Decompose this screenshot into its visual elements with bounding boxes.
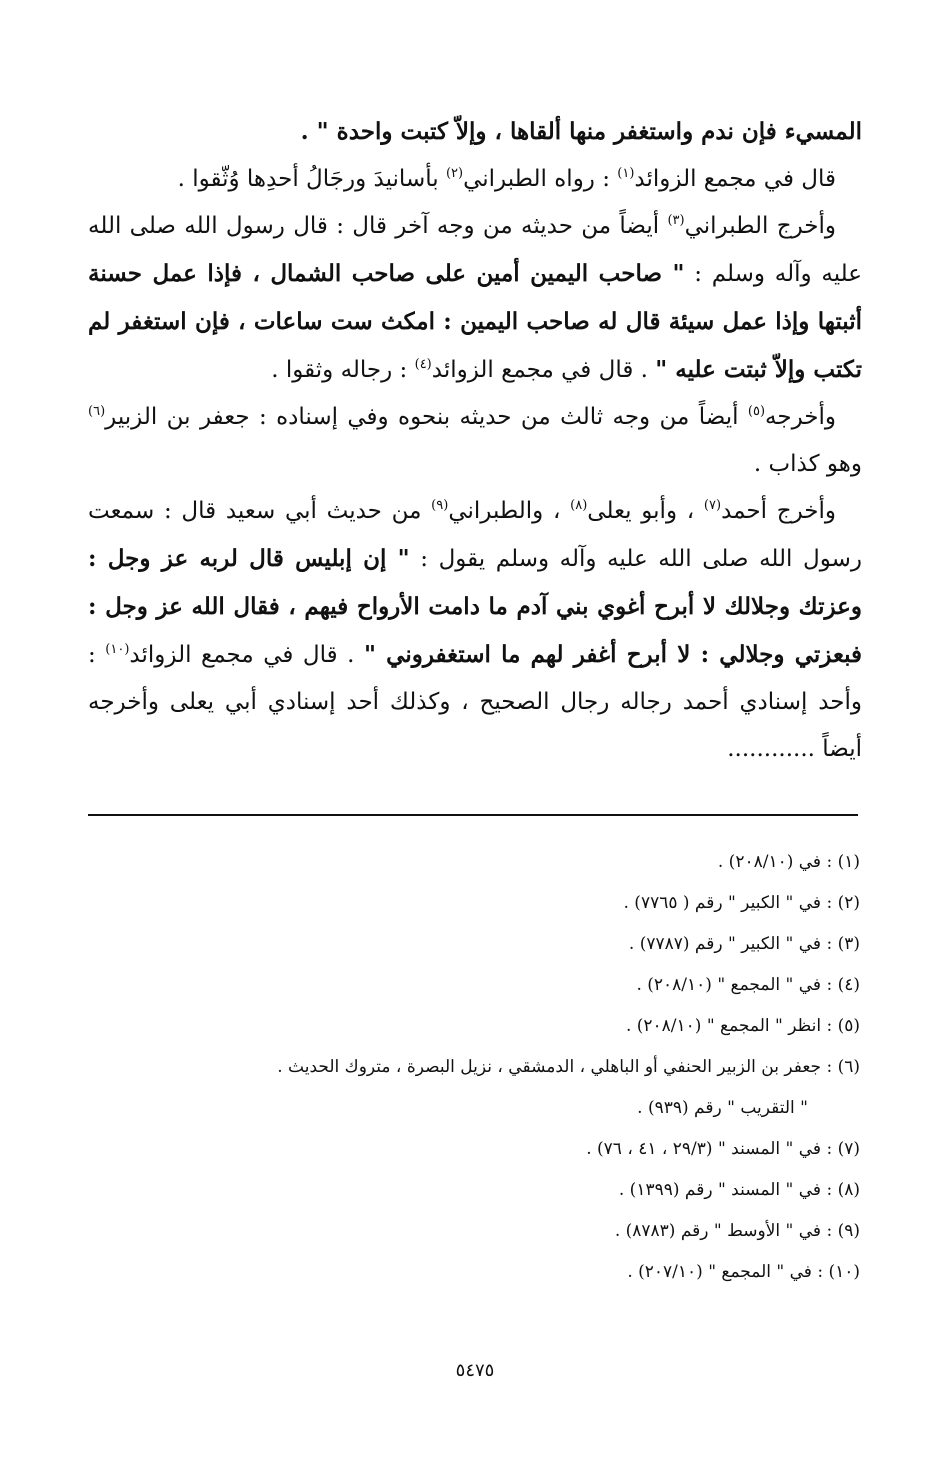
footnote-3: (٣) : في " الكبير " رقم (٧٧٨٧) . <box>628 934 860 954</box>
paragraph-3: وأخرج الطبراني$^{(٣)}$ أيضاً من حديثه من وجه آخر قال : قال رسول الله صلى الله عليه وآله وسلم : " صاحب اليمين أمين على صاحب الشمال ، فإذا عمل حسنة أثبتها وإذا عمل سيئة قال له صاحب اليمين : امكث ست ساعات ، فإن استغفر لم تكتب وإلاّ ثبتت عليه " . قال في مجمع الزوائد$^{(٤)}$ : رجاله وثقوا . <box>88 213 862 383</box>
paragraph-4: وأخرجه$^{(٥)}$ أيضاً من وجه ثالث من حديثه بنحوه وفي إسناده : جعفر بن الزبير$^{(٦)}$ وهو كذاب . <box>88 404 862 477</box>
page-number: ٥٤٧٥ <box>455 1360 495 1381</box>
footnote-divider <box>88 814 858 816</box>
footnote-2: (٢) : في " الكبير " رقم ( ٧٧٦٥) . <box>623 893 860 913</box>
footnote-1: (١) : في (٢٠٨/١٠) . <box>717 852 860 872</box>
hadith-text: " صاحب اليمين أمين على صاحب الشمال ، فإذا عمل حسنة أثبتها وإذا عمل سيئة قال له صاحب اليمين : امكث ست ساعات ، فإن استغفر لم تكتب وإلاّ ثبتت عليه " <box>88 260 862 383</box>
footnote-4: (٤) : في " المجمع " (٢٠٨/١٠) . <box>636 975 860 995</box>
footnote-9: (٩) : في " الأوسط " رقم (٨٧٨٣) . <box>614 1221 860 1241</box>
footnote-10: (١٠) : في " المجمع " (٢٠٧/١٠) . <box>627 1262 860 1282</box>
footnote-ref-1[interactable]: (١) <box>617 166 635 181</box>
footnote-ref-4[interactable]: (٤) <box>414 357 432 372</box>
footnote-ref-6[interactable]: (٦) <box>88 404 106 419</box>
footnote-6: (٦) : جعفر بن الزبير الحنفي أو الباهلي ، الدمشقي ، نزيل البصرة ، متروك الحديث . <box>277 1057 860 1077</box>
hadith-text: المسيء فإن ندم واستغفر منها ألقاها ، وإلاّ كتبت واحدة " . <box>300 118 862 145</box>
footnotes <box>240 842 860 1293</box>
footnote-7: (٧) : في " المسند " (٢٩/٣ ، ٤١ ، ٧٦) . <box>586 1139 860 1159</box>
paragraph-2: قال في مجمع الزوائد$^{(١)}$ : رواه الطبراني$^{(٢)}$ بأسانيدَ ورجَالُ أحدِها وُثّقوا . <box>177 166 836 192</box>
footnote-ref-10[interactable]: (١٠) <box>105 642 130 657</box>
footnote-ref-9[interactable]: (٩) <box>431 498 449 513</box>
footnote-ref-8[interactable]: (٨) <box>570 498 588 513</box>
hadith-text: " إن إبليس قال لربه عز وجل : وعزتك وجلالك لا أبرح أغوي بني آدم ما دامت الأرواح فيهم ، فقال الله عز وجل : فبعزتي وجلالي : لا أبرح أغفر لهم ما استغفروني " <box>88 545 863 668</box>
footnote-ref-3[interactable]: (٣) <box>667 213 685 228</box>
footnote-ref-2[interactable]: (٢) <box>445 166 464 181</box>
footnote-ref-7[interactable]: (٧) <box>703 498 722 513</box>
footnote-ref-5[interactable]: (٥) <box>747 404 766 419</box>
footnote-6-continuation: " التقريب " رقم (٩٣٩) . <box>637 1098 808 1118</box>
footnote-5: (٥) : انظر " المجمع " (٢٠٨/١٠) . <box>625 1016 860 1036</box>
footnote-8: (٨) : في " المسند " رقم (١٣٩٩) . <box>618 1180 860 1200</box>
main-text <box>88 108 862 773</box>
paragraph-1 <box>88 108 862 156</box>
paragraph-5: وأخرج أحمد$^{(٧)}$ ، وأبو يعلى$^{(٨)}$ ، والطبراني$^{(٩)}$ من حديث أبي سعيد قال : سمعت رسول الله صلى الله عليه وآله وسلم يقول : " إن إبليس قال لربه عز وجل : وعزتك وجلالك لا أبرح أغوي بني آدم ما دامت الأرواح فيهم ، فقال الله عز وجل : فبعزتي وجلالي : لا أبرح أغفر لهم ما استغفروني " . قال في مجمع الزوائد$^{(١٠)}$ : وأحد إسنادي أحمد رجاله رجال الصحيح ، وكذلك أحد إسنادي أبي يعلى وأخرجه أيضاً ............ <box>88 498 863 762</box>
